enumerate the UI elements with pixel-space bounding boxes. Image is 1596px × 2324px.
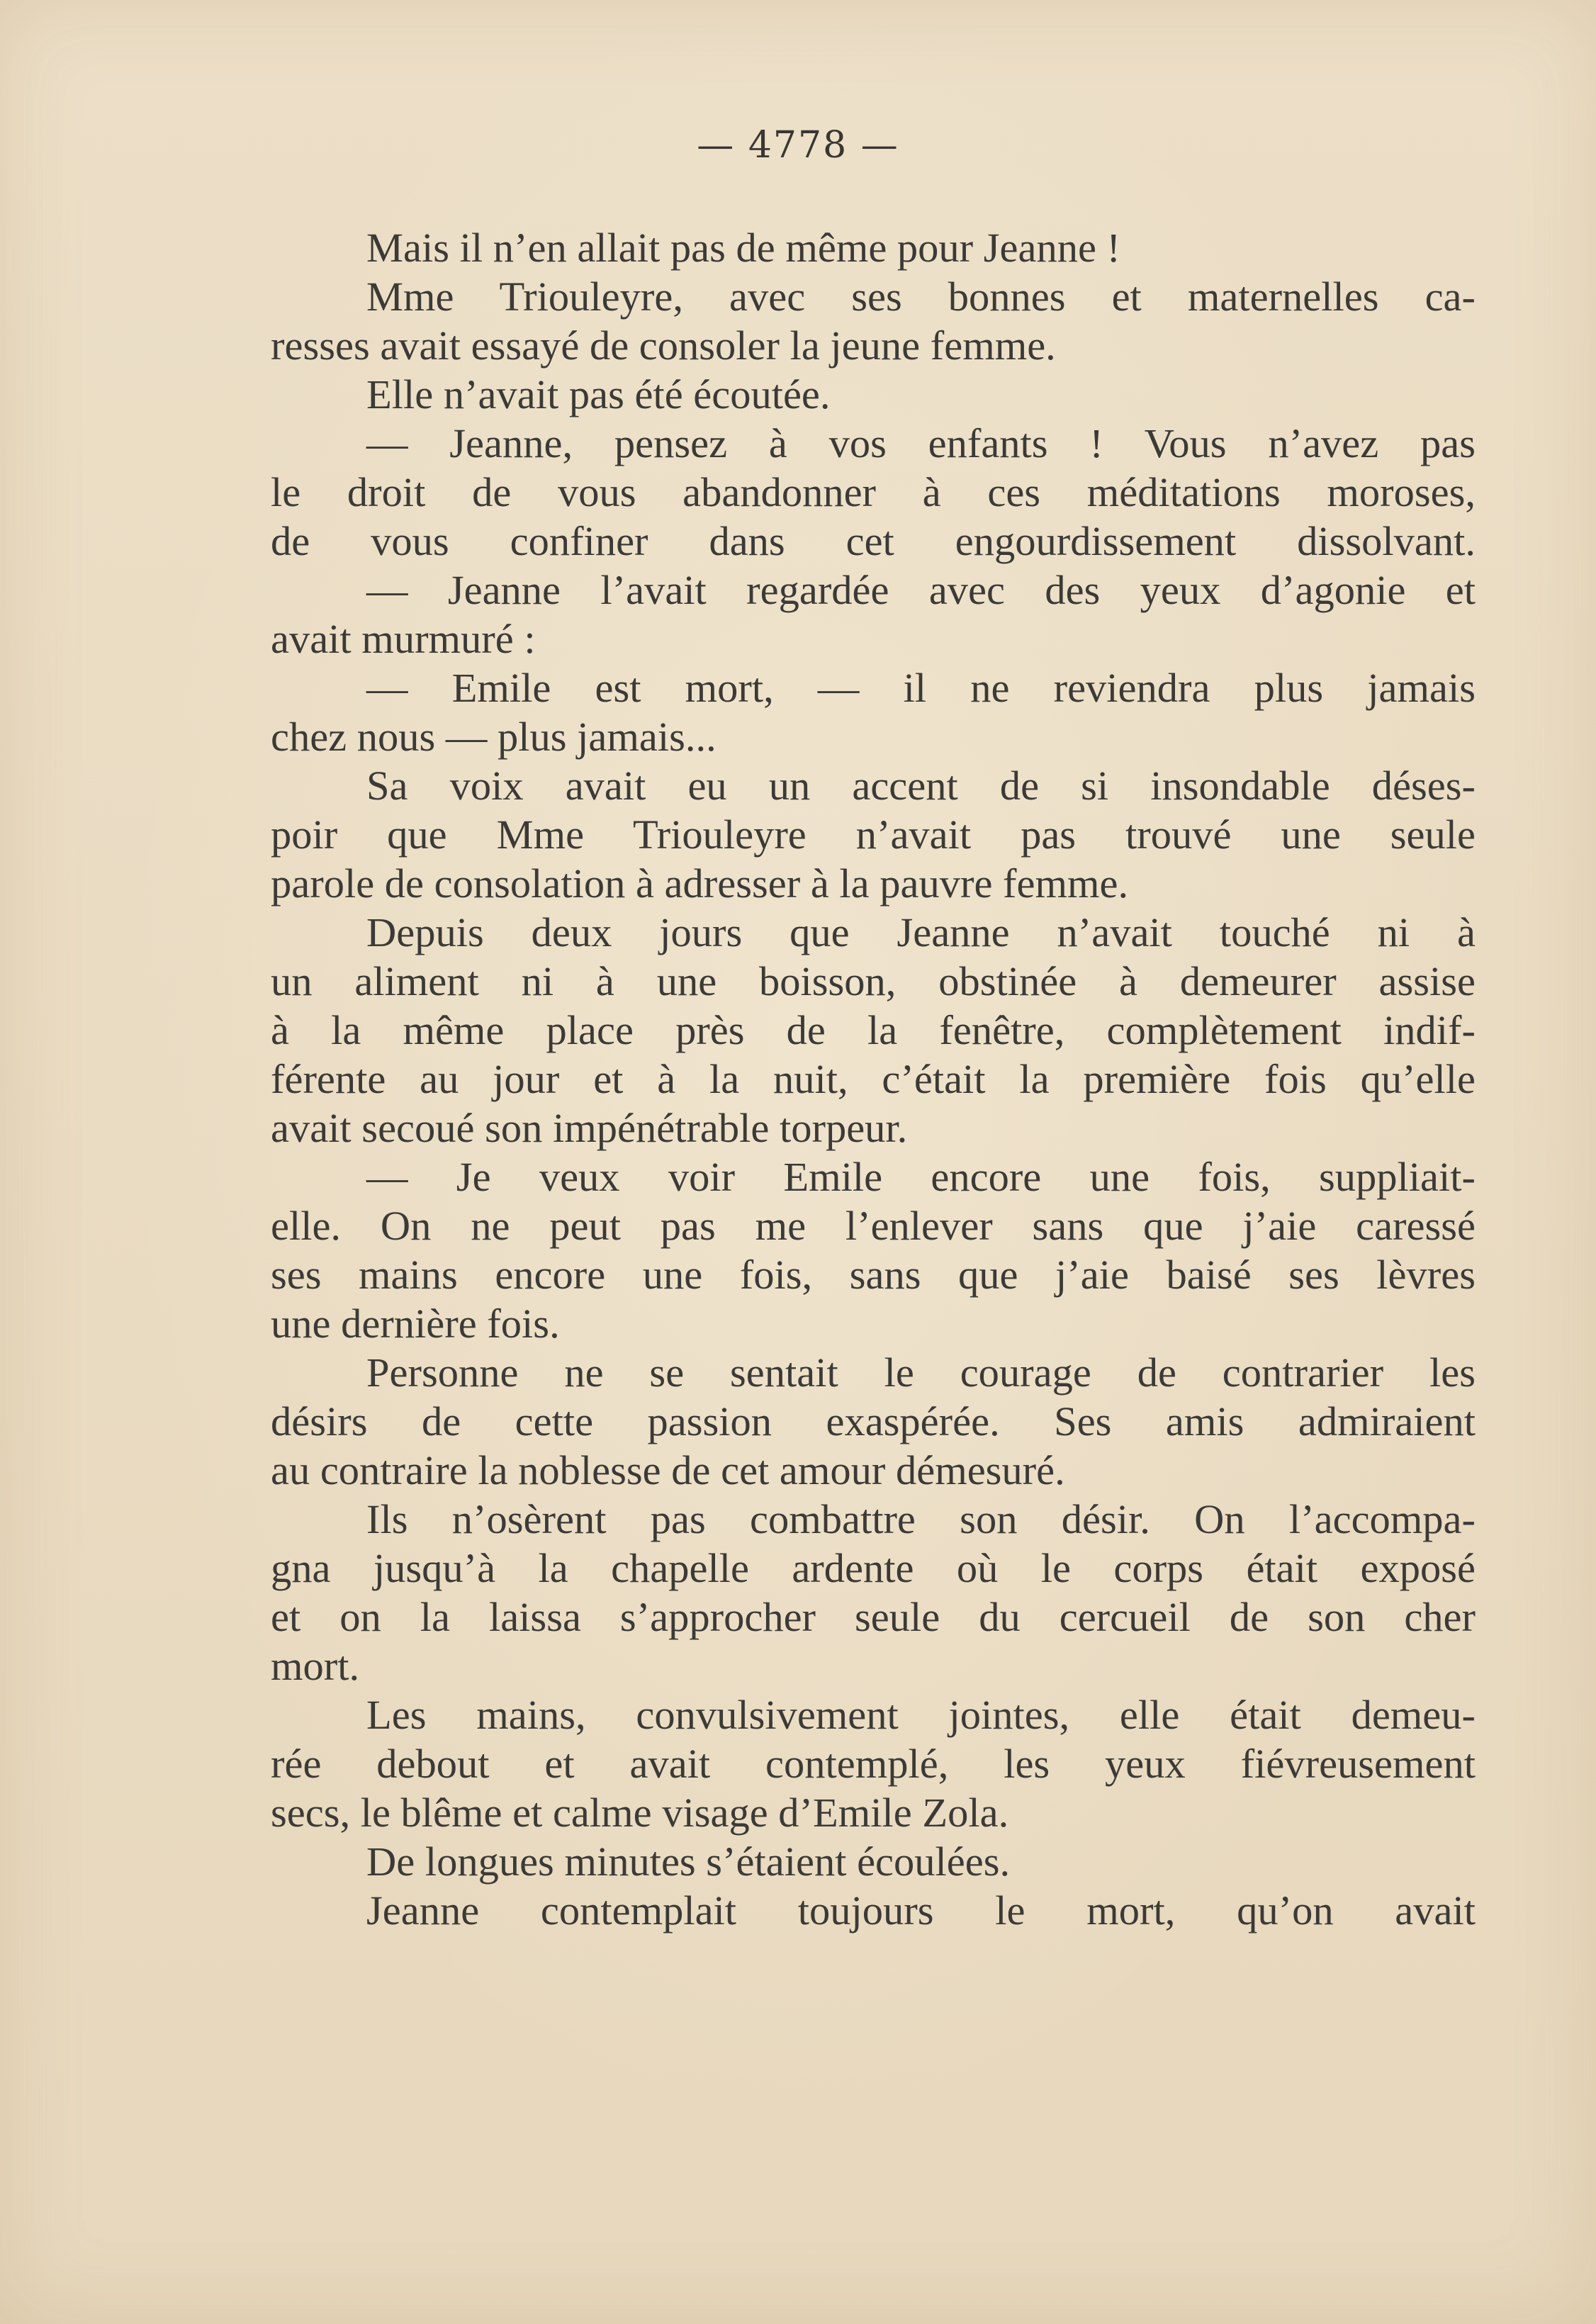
text-line: désirs de cette passion exaspérée. Ses amis admiraient bbox=[271, 1398, 1476, 1444]
text-line: Personne ne se sentait le courage de contrarier les bbox=[366, 1349, 1476, 1396]
text-line: et on la laissa s’approcher seule du cercueil de son cher bbox=[271, 1594, 1476, 1640]
body-text bbox=[271, 223, 1476, 1935]
text-line: Jeanne contemplait toujours le mort, qu’on avait bbox=[366, 1887, 1476, 1933]
text-line: De longues minutes s’étaient écoulées. bbox=[366, 1839, 1011, 1885]
text-line: Mais il n’en allait pas de même pour Jeanne ! bbox=[366, 225, 1121, 271]
text-line: Mme Triouleyre, avec ses bonnes et maternelles ca- bbox=[366, 274, 1476, 320]
text-line: — Je veux voir Emile encore une fois, suppliait- bbox=[366, 1154, 1476, 1200]
text-line: gna jusqu’à la chapelle ardente où le corps était exposé bbox=[271, 1545, 1476, 1591]
text-line: Sa voix avait eu un accent de si insondable déses- bbox=[366, 763, 1476, 809]
text-line: le droit de vous abandonner à ces méditations moroses, bbox=[271, 469, 1476, 515]
text-line: Depuis deux jours que Jeanne n’avait touché ni à bbox=[366, 909, 1476, 955]
text-line: ses mains encore une fois, sans que j’aie baisé ses lèvres bbox=[271, 1252, 1476, 1298]
text-line: Elle n’avait pas été écoutée. bbox=[366, 371, 831, 417]
text-line: férente au jour et à la nuit, c’était la première fois qu’elle bbox=[271, 1056, 1476, 1102]
text-line: Ils n’osèrent pas combattre son désir. On l’accompa- bbox=[366, 1496, 1476, 1542]
text-line: mort. bbox=[271, 1643, 360, 1689]
text-line: à la même place près de la fenêtre, complètement indif- bbox=[271, 1007, 1476, 1053]
text-line: — Emile est mort, — il ne reviendra plus jamais bbox=[366, 665, 1476, 711]
text-line: chez nous — plus jamais... bbox=[271, 714, 716, 760]
text-line: avait secoué son impénétrable torpeur. bbox=[271, 1105, 908, 1151]
text-line: elle. On ne peut pas me l’enlever sans que j’aie caressé bbox=[271, 1203, 1476, 1249]
page-number: — 4778 — bbox=[697, 124, 899, 167]
text-line: parole de consolation à adresser à la pauvre femme. bbox=[271, 860, 1129, 906]
text-line: Les mains, convulsivement jointes, elle était demeu- bbox=[366, 1692, 1476, 1738]
text-line: — Jeanne, pensez à vos enfants ! Vous n’avez pas bbox=[366, 420, 1476, 466]
text-line: resses avait essayé de consoler la jeune femme. bbox=[271, 322, 1056, 369]
text-line: de vous confiner dans cet engourdissement dissolvant. bbox=[271, 518, 1476, 564]
text-line: rée debout et avait contemplé, les yeux fiévreusement bbox=[271, 1741, 1476, 1787]
text-line: un aliment ni à une boisson, obstinée à demeurer assise bbox=[271, 958, 1476, 1004]
text-line: une dernière fois. bbox=[271, 1301, 560, 1347]
text-line: poir que Mme Triouleyre n’avait pas trouvé une seule bbox=[271, 812, 1476, 858]
text-line: avait murmuré : bbox=[271, 616, 536, 662]
text-line: — Jeanne l’avait regardée avec des yeux d’agonie et bbox=[366, 567, 1476, 613]
text-line: secs, le blême et calme visage d’Emile Zola. bbox=[271, 1790, 1009, 1836]
text-line: au contraire la noblesse de cet amour démesuré. bbox=[271, 1447, 1065, 1493]
